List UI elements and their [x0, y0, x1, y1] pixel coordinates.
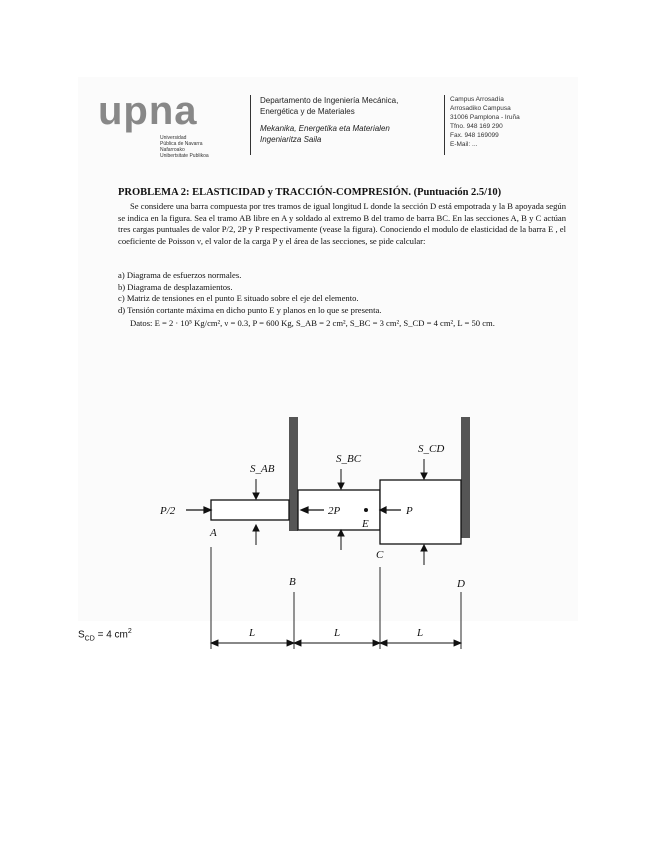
point-e-marker	[364, 508, 368, 512]
support-wall-b	[289, 417, 298, 531]
label-l-ab: L	[249, 627, 256, 639]
problem-statement: Se considere una barra compuesta por tres tramos de igual longitud L donde la sección D está empotrada y la B apoyada según se indica en la figura. Sea el tramo AB libre en A y soldado al extremo B del tramo de barra BC. En las secciones A, B y C actúan tres cargas puntuales de valor P/2, 2P y P respectivamente (vease la figura). Conociendo el modulo de elasticidad de la barra E , el coeficiente de Poisson ν, el valor de la carga P y el área de las secciones, se pide calcular:	[118, 201, 566, 246]
given-data: Datos: E = 2 · 10⁵ Kg/cm², ν = 0.3, P = 600 Kg, S_AB = 2 cm², S_BC = 3 cm², S_CD = 4 cm², L = 50 cm.	[130, 318, 495, 328]
label-l-cd: L	[417, 627, 424, 639]
label-l-bc: L	[334, 627, 341, 639]
logo-subtitle: Universidad Pública de Navarra Nafarroako Unibertsitate Publikoa	[160, 135, 209, 159]
header-divider-left	[250, 95, 251, 155]
question-item: c) Matriz de tensiones en el punto E situado sobre el eje del elemento.	[118, 293, 359, 303]
university-logo	[98, 91, 248, 161]
label-s-bc: S_BC	[336, 453, 362, 465]
label-b: B	[289, 576, 296, 588]
label-c: C	[376, 549, 384, 561]
scanned-problem-sheet	[78, 77, 578, 639]
label-d: D	[457, 578, 465, 590]
department-block: Departamento de Ingeniería Mecánica, Energética y de Materiales Mekanika, Energetika eta Materialen Ingeniaritza Saila	[260, 96, 399, 144]
question-item: d) Tensión cortante máxima en dicho punto E y planos en lo que se presenta.	[118, 304, 382, 315]
label-p: P	[406, 505, 413, 517]
label-a: A	[210, 527, 217, 539]
question-list	[118, 270, 566, 316]
label-e: E	[362, 518, 369, 530]
segment-ab	[211, 500, 289, 520]
bar-figure	[156, 417, 496, 657]
section-area-note: $S_{CD} = 4$ $cm^2$	[78, 628, 132, 643]
logo-wordmark: upna	[98, 89, 198, 133]
question-item: b) Diagrama de desplazamientos.	[118, 281, 233, 292]
segment-cd	[380, 480, 461, 544]
problem-title: PROBLEMA 2: ELASTICIDAD y TRACCIÓN-COMPRESIÓN. (Puntuación 2.5/10)	[118, 187, 502, 198]
fixed-wall-d	[461, 417, 470, 538]
label-s-ab: S_AB	[250, 463, 275, 475]
label-p-half: P/2	[160, 505, 176, 517]
label-2p: 2P	[328, 505, 341, 517]
label-s-cd: S_CD	[418, 443, 445, 455]
question-item: a) Diagrama de esfuerzos normales.	[118, 270, 242, 280]
address-block: Campus Arrosadía Arrosadiko Campusa 31006 Pamplona - Iruña Tfno. 948 169 290 Fax. 948 169099 E-Mail: ...	[450, 96, 520, 148]
